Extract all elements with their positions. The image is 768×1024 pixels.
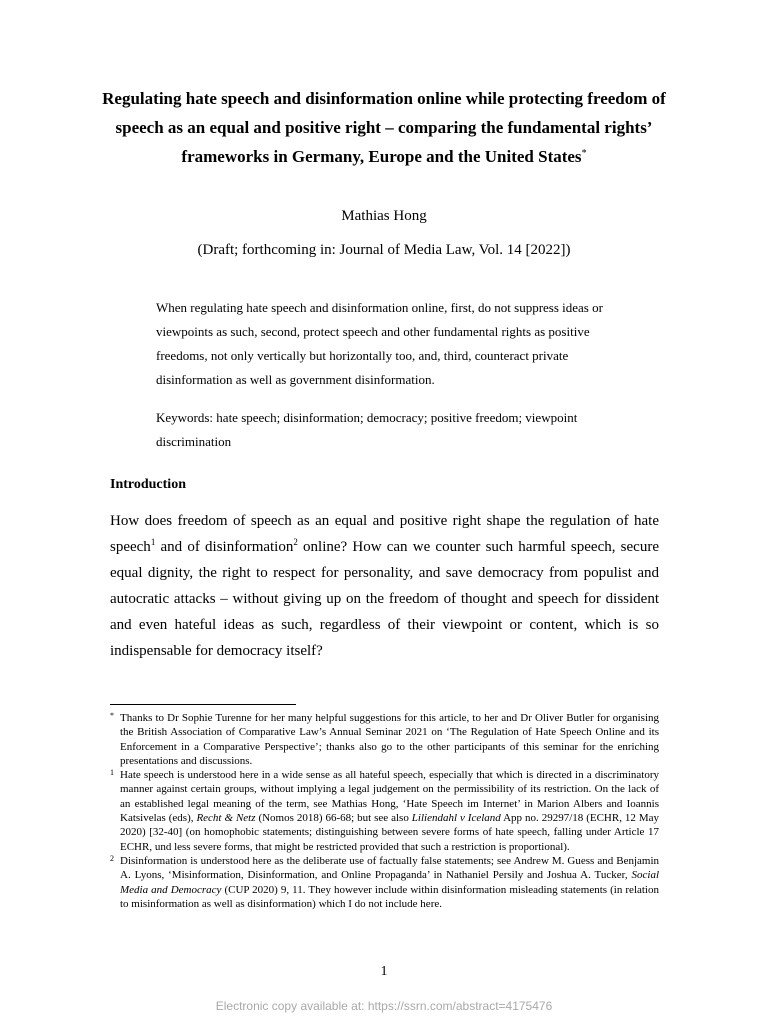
author-name: Mathias Hong bbox=[341, 208, 427, 224]
keywords: Keywords: hate speech; disinformation; democracy; positive freedom; viewpoint discrimination bbox=[156, 410, 578, 449]
footnote-mark: * bbox=[110, 711, 114, 720]
footnote-1 bbox=[110, 768, 659, 854]
footnote-text: (Nomos 2018) 66-68; but see also bbox=[255, 812, 412, 825]
footnote-text: (CUP 2020) 9, 11. They however include within disinformation misleading statements (in relation to misinformation as well as disinformation) which I do not include here. bbox=[120, 883, 659, 910]
footnote-text: Hate speech is understood here in a wide sense as all hateful speech, especially that which is directed in a discriminatory manner against certain groups, without implying a legal judgement on the permissibility of its restriction. On the lack of an established legal meaning of the term, see Mathias Hong, ‘Hate Speech im Internet’ in Marion Albers and Ioannis Katsivelas (eds), bbox=[120, 769, 659, 825]
footnote-italic-title: Social Media and Democracy bbox=[120, 869, 659, 896]
intro-text: How does freedom of speech as an equal and positive right shape the regulation of hate speech bbox=[110, 513, 659, 555]
paper-title-text: Regulating hate speech and disinformation online while protecting freedom of speech as an equal and positive right – comparing the fundamental rights’ frameworks in Germany, Europe and the United States bbox=[102, 89, 666, 166]
publication-note: (Draft; forthcoming in: Journal of Media Law, Vol. 14 [2022]) bbox=[197, 242, 571, 258]
abstract: When regulating hate speech and disinformation online, first, do not suppress ideas or viewpoints as such, second, protect speech and other fundamental rights as positive freedoms, not only vertically but horizontally too, and, third, counteract private disinformation as well as government disinformation. bbox=[156, 300, 603, 387]
paper-title bbox=[100, 84, 668, 171]
footnote-separator bbox=[110, 704, 296, 705]
footnotes bbox=[110, 711, 659, 911]
footnote-italic-title: Recht & Netz bbox=[196, 812, 256, 825]
footnote-text: Thanks to Dr Sophie Turenne for her many helpful suggestions for this article, to her and Dr Oliver Butler for organising the British Association of Comparative Law’s Annual Seminar 2021 on ‘The Regulation of Hate Speech Online and its Enforcement in a Comparative Perspective’; thanks also go to the other participants of this seminar for the enriching presentations and discussions. bbox=[120, 712, 659, 767]
footnote-2 bbox=[110, 854, 659, 911]
footnote-mark: 1 bbox=[110, 768, 114, 778]
page-number: 1 bbox=[380, 964, 388, 979]
section-heading-introduction: Introduction bbox=[110, 477, 186, 492]
title-footnote-mark[interactable]: * bbox=[581, 148, 587, 159]
intro-text: and of disinformation bbox=[155, 539, 294, 555]
footnote-case-name: Liliendahl v Iceland bbox=[411, 812, 501, 825]
footnote-ref-2[interactable]: 2 bbox=[293, 537, 298, 547]
footnote-text: Disinformation is understood here as the deliberate use of factually false statements; see Andrew M. Guess and Benjamin A. Lyons, ‘Misinformation, Disinformation, and Online Propaganda’ in Nathaniel Persily and Joshua A. Tucker, bbox=[120, 854, 659, 882]
footnote-title-note bbox=[110, 711, 659, 768]
footnote-text: App no. 29297/18 (ECHR, 12 May 2020) [32-40] (on homophobic statements; distinguishing between severe forms of hate speech, falling under Article 17 ECHR, und less severe forms, that might be restricted provided that such a restriction is proportional). bbox=[120, 812, 659, 853]
introduction-paragraph bbox=[110, 508, 659, 664]
footnote-ref-1[interactable]: 1 bbox=[150, 537, 156, 547]
intro-text: online? How can we counter such harmful speech, secure equal dignity, the right to respect for personality, and save democracy from populist and autocratic attacks – without giving up on the freedom of thought and speech for dissident and even hateful ideas as such, regardless of their viewpoint or content, which is so indispensable for democracy itself? bbox=[110, 539, 659, 659]
footnote-mark: 2 bbox=[110, 853, 114, 863]
ssrn-availability-note: Electronic copy available at: https://ssrn.com/abstract=4175476 bbox=[215, 999, 553, 1013]
